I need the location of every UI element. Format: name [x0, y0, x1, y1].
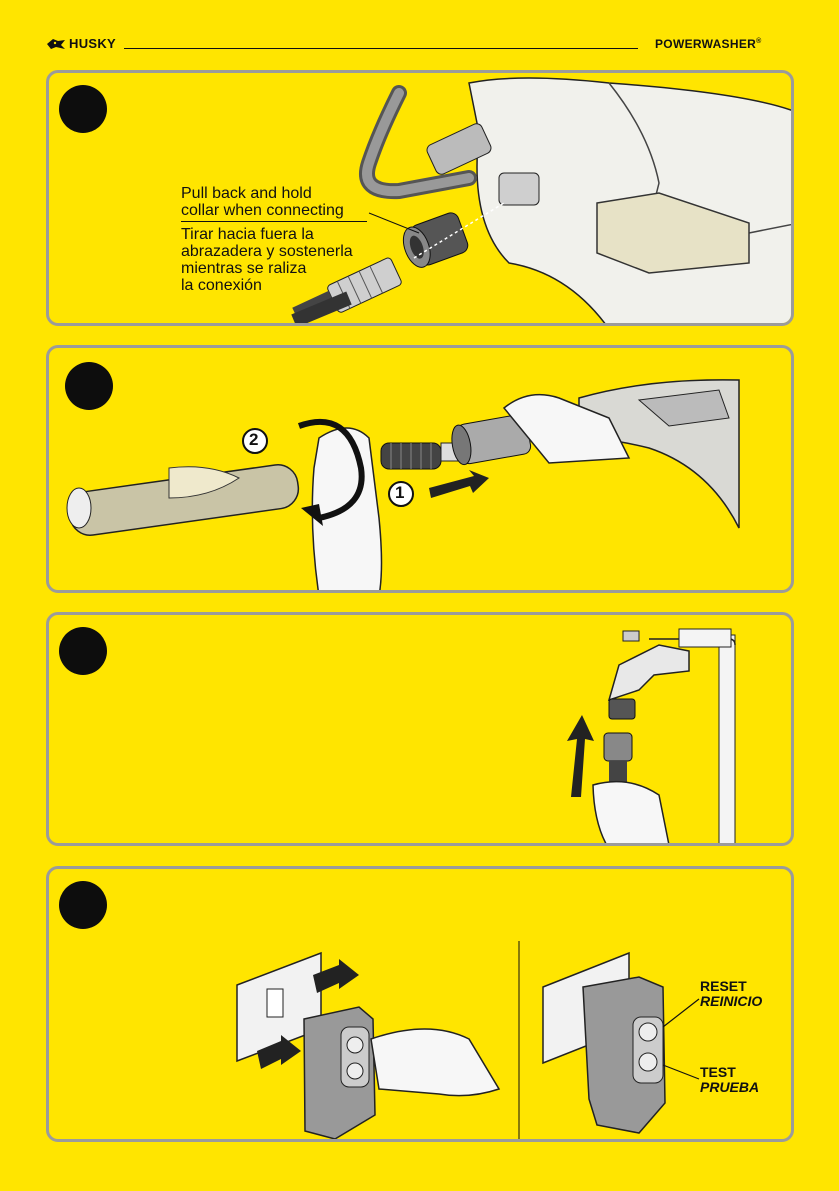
arrow-1-number: 1: [395, 483, 405, 502]
caption-rule: [181, 221, 367, 222]
husky-dog-icon: [46, 38, 66, 50]
brand-name: POWERWASHER: [655, 37, 757, 51]
test-label: [700, 1065, 759, 1095]
test-button-icon: [639, 1053, 657, 1071]
hose-connection-illustration: [49, 73, 794, 326]
reset-label-es: REINICIO: [700, 993, 763, 1009]
arrow-2-number: 2: [249, 430, 259, 449]
reset-button-icon: [639, 1023, 657, 1041]
page-header: [0, 0, 839, 60]
spray-wand-illustration: [49, 348, 794, 593]
step-panel-3: [46, 612, 794, 846]
caption-es-line-1: Tirar hacia fuera la: [181, 226, 314, 243]
reset-label-en: RESET: [700, 978, 747, 994]
caption-en-line-2: collar when connecting: [181, 202, 344, 219]
caption-es-line-4: la conexión: [181, 277, 262, 294]
reset-label: [700, 979, 762, 1009]
faucet-illustration: [49, 615, 794, 846]
test-label-en: TEST: [700, 1064, 736, 1080]
gfci-plug-illustration: [49, 869, 794, 1142]
step-panel-2: [46, 345, 794, 593]
caption-es-line-3: mientras se raliza: [181, 260, 307, 277]
header-rule: [124, 48, 638, 49]
husky-logo: [46, 36, 116, 51]
caption-en-line-1: Pull back and hold: [181, 185, 312, 202]
caption-es-line-2: abrazadera y sostenerla: [181, 243, 353, 260]
step1-caption-en: [181, 185, 344, 219]
registered-mark: ®: [756, 38, 762, 45]
test-label-es: PRUEBA: [700, 1079, 760, 1095]
step1-caption-es: [181, 226, 353, 294]
step-panel-1: [46, 70, 794, 326]
brand-title: [655, 37, 762, 51]
logo-text: HUSKY: [69, 36, 117, 51]
step-panel-4: [46, 866, 794, 1142]
spring-coil: [381, 443, 441, 469]
